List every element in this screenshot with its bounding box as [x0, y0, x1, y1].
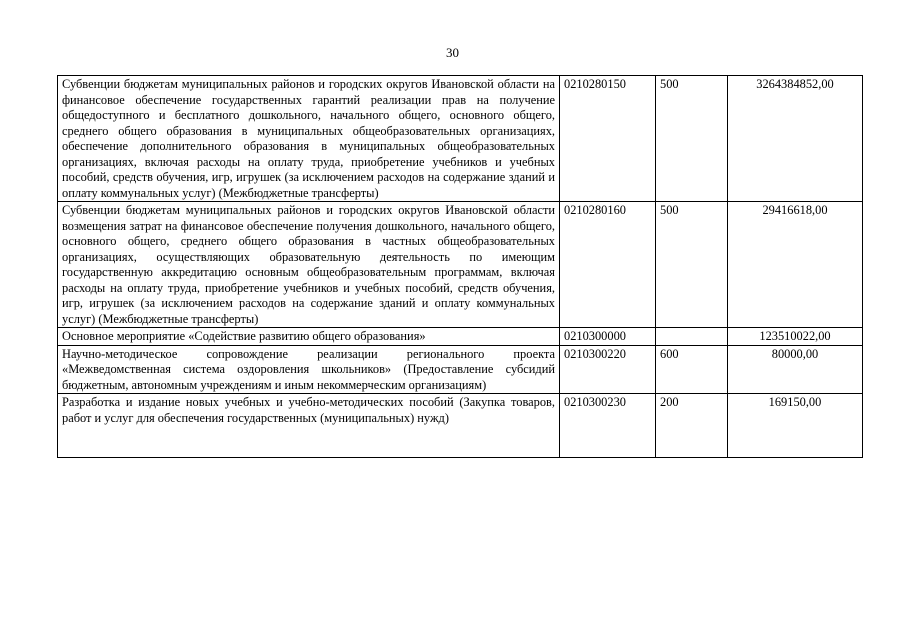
budget-table	[57, 75, 863, 458]
row-target-code: 0210300230	[560, 394, 656, 458]
row-target-code: 0210280160	[560, 202, 656, 328]
table-row	[58, 345, 863, 394]
row-description: Научно-методическое сопровождение реализации регионального проекта «Межведомственная система оздоровления школьников» (Предоставление субсидий бюджетным, автономным учреждениям и иным некоммерческим организациям)	[58, 345, 560, 394]
page-number: 30	[446, 45, 459, 60]
row-amount: 123510022,00	[728, 328, 863, 346]
row-expense-type: 200	[656, 394, 728, 458]
row-description: Субвенции бюджетам муниципальных районов и городских округов Ивановской области на финансовое обеспечение государственных гарантий реализации прав на получение общедоступного и бесплатного дошкольного, начального общего, основного общего, среднего общего образования в муниципальных общеобразовательных организациях, обеспечение дополнительного образования в муниципальных общеобразовательных организациях, включая расходы на оплату труда, приобретение учебников и учебных пособий, средств обучения, игр, игрушек (за исключением расходов на содержание зданий и оплату коммунальных услуг) (Межбюджетные трансферты)	[58, 76, 560, 202]
row-amount: 169150,00	[728, 394, 863, 458]
table-row	[58, 76, 863, 202]
row-expense-type: 500	[656, 202, 728, 328]
row-description: Разработка и издание новых учебных и учебно-методических пособий (Закупка товаров, работ и услуг для обеспечения государственных (муниципальных) нужд)	[58, 394, 560, 458]
row-expense-type: 500	[656, 76, 728, 202]
row-target-code: 0210300220	[560, 345, 656, 394]
row-target-code: 0210280150	[560, 76, 656, 202]
table-row	[58, 328, 863, 346]
row-description: Субвенции бюджетам муниципальных районов и городских округов Ивановской области возмещения затрат на финансовое обеспечение получения дошкольного, начального общего, основного общего, среднего общего образования в частных общеобразовательных организациях, осуществляющих образовательную деятельность по имеющим государственную аккредитацию основным общеобразовательным программам, включая расходы на оплату труда, приобретение учебников и учебных пособий, средств обучения, игр, игрушек (за исключением расходов на содержание зданий и оплату коммунальных услуг) (Межбюджетные трансферты)	[58, 202, 560, 328]
row-amount: 3264384852,00	[728, 76, 863, 202]
table-row	[58, 202, 863, 328]
row-expense-type: 600	[656, 345, 728, 394]
row-expense-type	[656, 328, 728, 346]
row-amount: 80000,00	[728, 345, 863, 394]
row-description: Основное мероприятие «Содействие развитию общего образования»	[58, 328, 560, 346]
table-row	[58, 394, 863, 458]
row-target-code: 0210300000	[560, 328, 656, 346]
row-amount: 29416618,00	[728, 202, 863, 328]
